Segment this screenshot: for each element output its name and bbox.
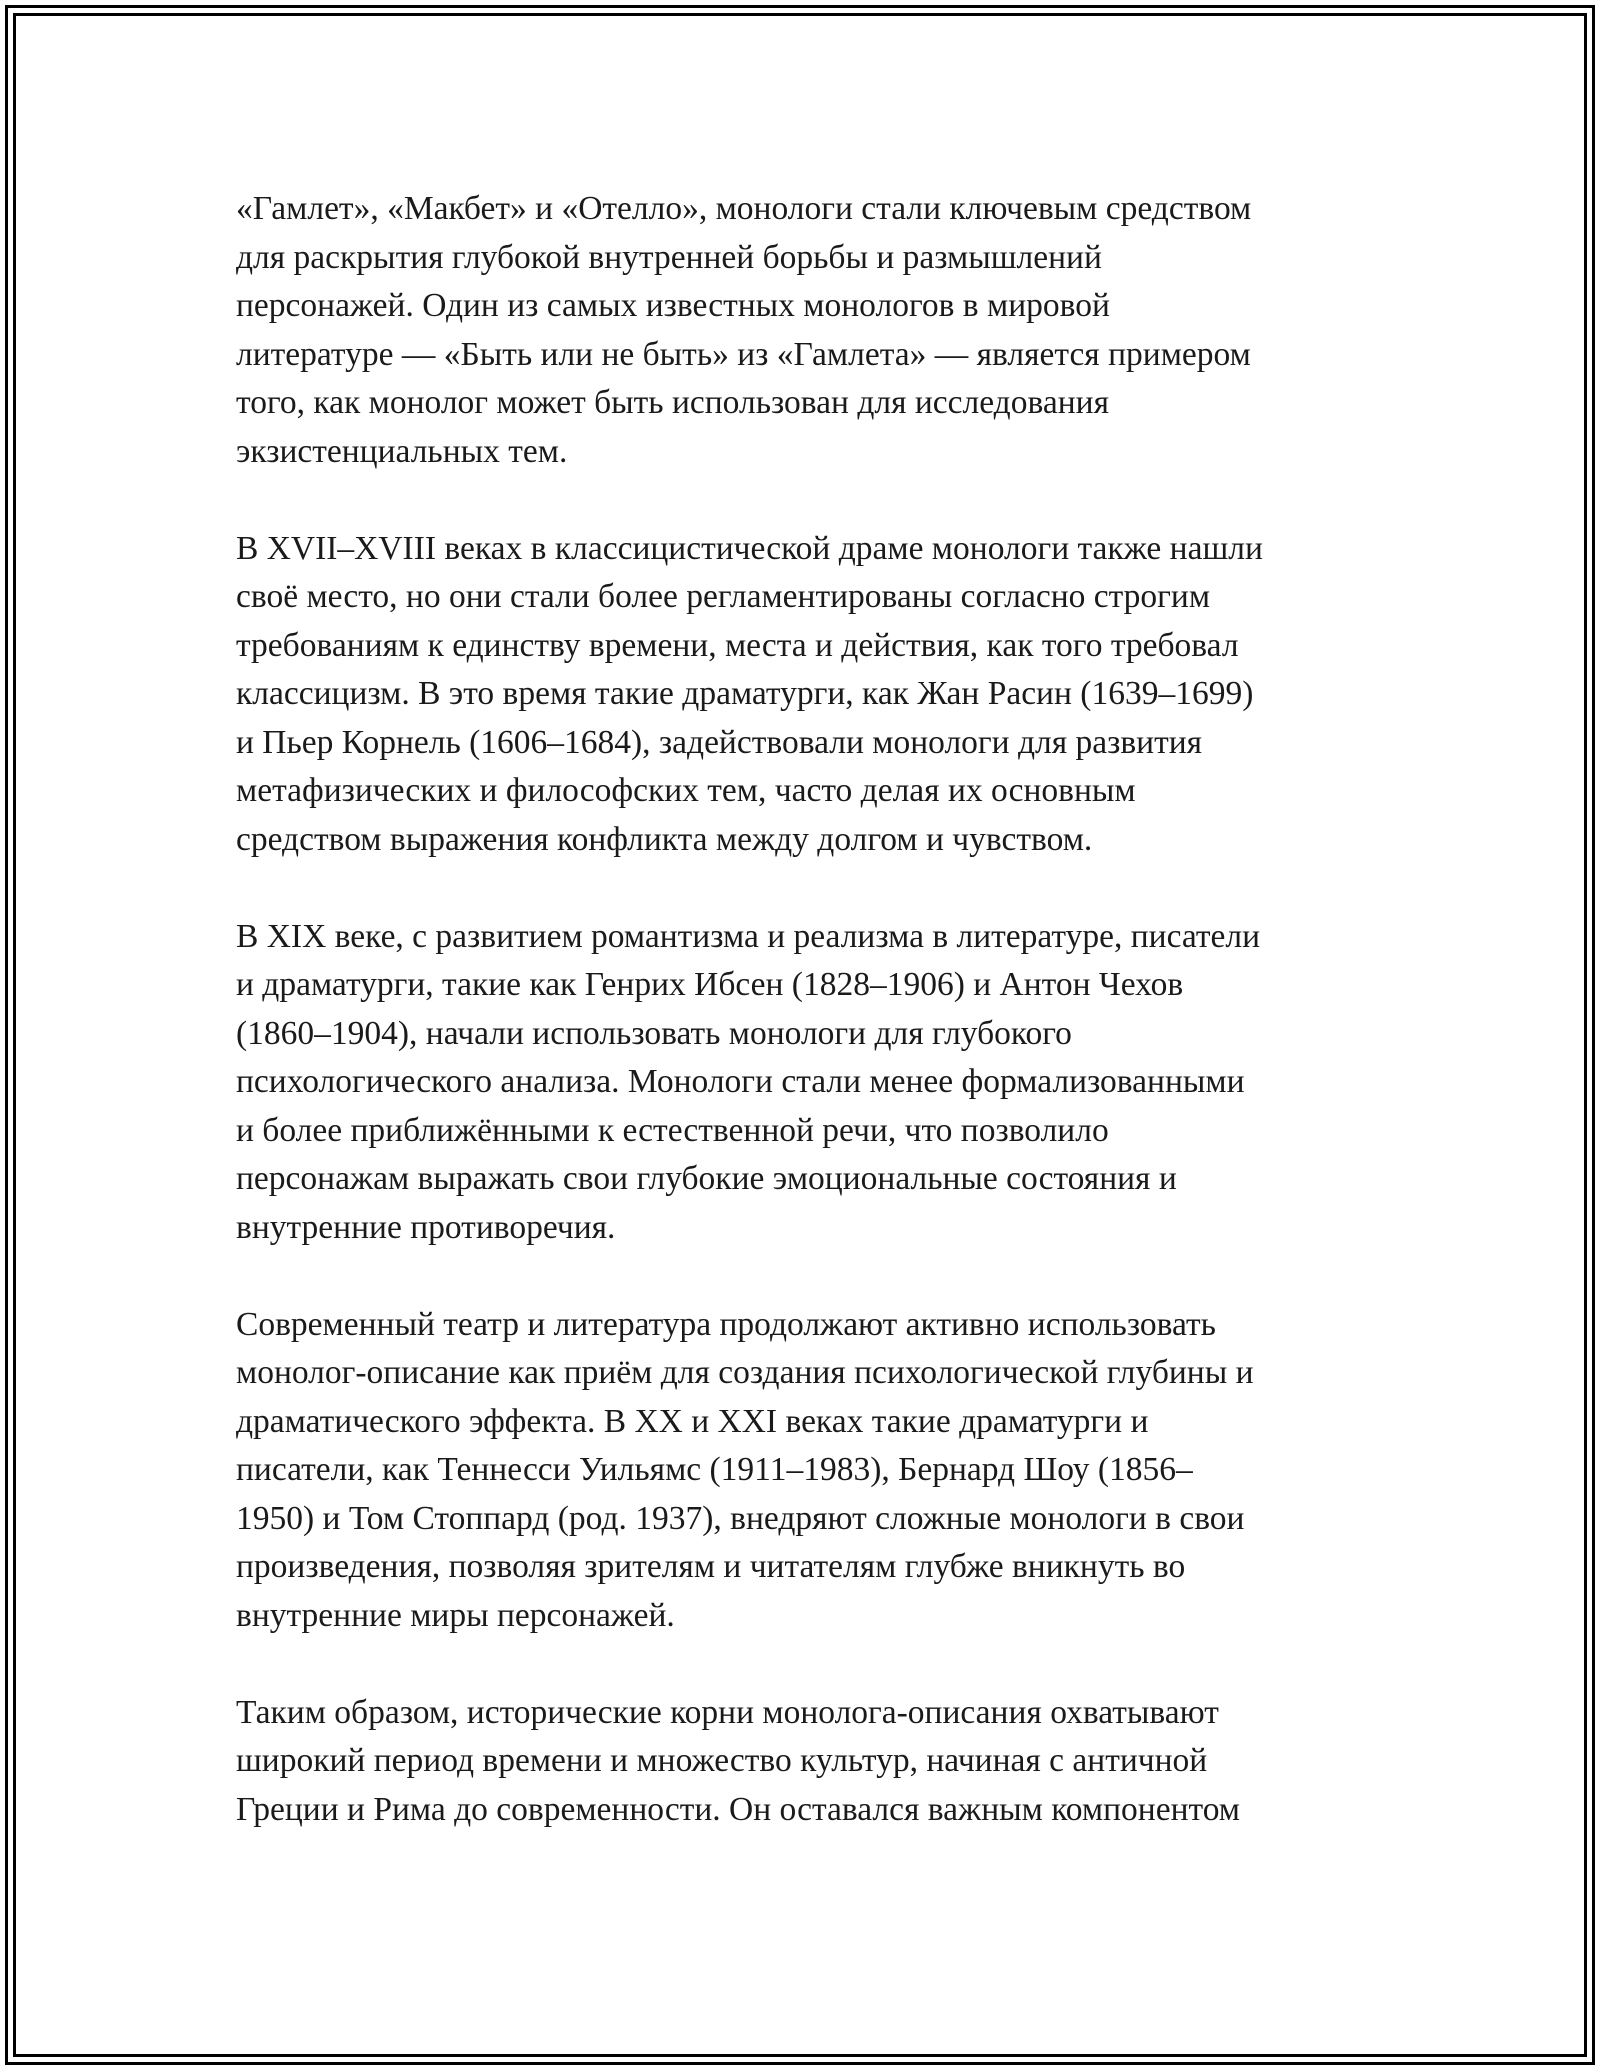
- paragraph-1: «Гамлет», «Макбет» и «Отелло», монологи стали ключевым средством для раскрытия глубокой внутренней борьбы и размышлений персонажей. Один из самых известных монологов в мировой литературе — «Быть или не быть» из «Гамлета» — является примером того, как монолог может быть использован для исследования экзистенциальных тем.: [236, 190, 1252, 470]
- document-body: [236, 185, 1376, 1883]
- paragraph-5: Таким образом, исторические корни монолога-описания охватывают широкий период времени и множество культур, начиная с античной Греции и Рима до современности. Он оставался важным компонентом: [236, 1693, 1241, 1828]
- paragraph-3: В XIX веке, с развитием романтизма и реализма в литературе, писатели и драматурги, такие как Генрих Ибсен (1828–1906) и Антон Чехов (1860–1904), начали использовать монологи для глубокого психологического анализа. Монологи стали менее формализованными и более приближёнными к естественной речи, что позволило персонажам выражать свои глубокие эмоциональные состояния и внутренние противоречия.: [236, 917, 1261, 1246]
- paragraph-2: В XVII–XVIII веках в классицистической драме монологи также нашли своё место, но они стали более регламентированы согласно строгим требованиям к единству времени, места и действия, как того требовал классицизм. В это время такие драматурги, как Жан Расин (1639–1699) и Пьер Корнель (1606–1684), задействовали монологи для развития метафизических и философских тем, часто делая их основным средством выражения конфликта между долгом и чувством.: [236, 529, 1263, 858]
- paragraph-4: Современный театр и литература продолжают активно использовать монолог-описание как приём для создания психологической глубины и драматического эффекта. В XX и XXI веках такие драматурги и писатели, как Теннесси Уильямс (1911–1983), Бернард Шоу (1856– 1950) и Том Стоппард (род. 1937), внедряют сложные монологи в свои произведения, позволяя зрителям и читателям глубже вникнуть во внутренние миры персонажей.: [236, 1305, 1254, 1634]
